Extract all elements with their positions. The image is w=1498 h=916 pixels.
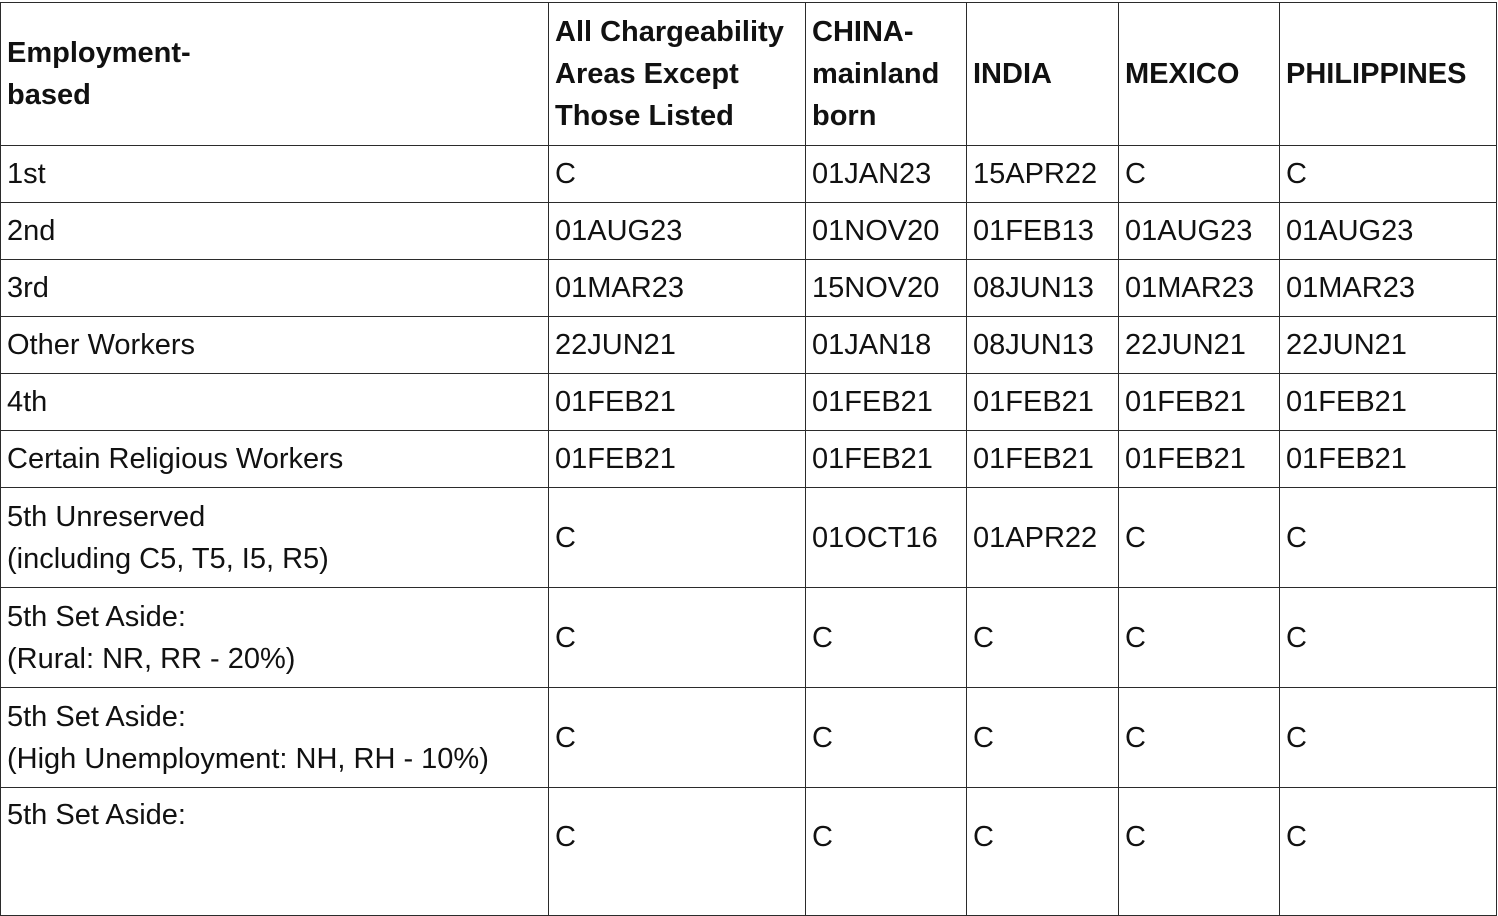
date-cell-philippines: 01MAR23	[1280, 260, 1497, 317]
date-cell-all-chargeability: 01AUG23	[549, 203, 806, 260]
row-category-label: 5th Set Aside:	[7, 799, 186, 831]
date-cell-india: 15APR22	[967, 146, 1119, 203]
date-cell-india: 01APR22	[967, 488, 1119, 588]
date-cell-mexico: C	[1119, 788, 1280, 916]
date-cell-china: C	[806, 688, 967, 788]
date-cell-india: C	[967, 788, 1119, 916]
date-cell-all-chargeability: 22JUN21	[549, 317, 806, 374]
row-category-label: 4th	[7, 386, 48, 418]
date-cell-india: 08JUN13	[967, 317, 1119, 374]
date-cell-mexico: 22JUN21	[1119, 317, 1280, 374]
table-row	[1, 488, 1497, 588]
date-cell-all-chargeability: 01MAR23	[549, 260, 806, 317]
date-cell-india: 01FEB21	[967, 374, 1119, 431]
date-cell-india: C	[967, 588, 1119, 688]
date-cell-philippines: 01FEB21	[1280, 374, 1497, 431]
header-employment-based: Employment- based	[1, 3, 549, 146]
date-cell-china: 01OCT16	[806, 488, 967, 588]
date-cell-philippines: C	[1280, 146, 1497, 203]
row-category-cell	[1, 203, 549, 260]
date-cell-india: 01FEB21	[967, 431, 1119, 488]
row-category-label: 5th Set Aside:	[7, 600, 186, 633]
header-india: INDIA	[967, 3, 1119, 146]
table-body	[1, 146, 1497, 916]
dates-table-container	[0, 2, 1498, 916]
date-cell-mexico: 01MAR23	[1119, 260, 1280, 317]
date-cell-mexico: C	[1119, 488, 1280, 588]
date-cell-philippines: 22JUN21	[1280, 317, 1497, 374]
date-cell-all-chargeability: C	[549, 488, 806, 588]
row-category-label: Certain Religious Workers	[7, 443, 344, 475]
row-category-cell	[1, 431, 549, 488]
date-cell-all-chargeability: C	[549, 588, 806, 688]
date-cell-philippines: C	[1280, 588, 1497, 688]
row-category-cell	[1, 317, 549, 374]
table-row	[1, 688, 1497, 788]
date-cell-mexico: 01FEB21	[1119, 431, 1280, 488]
header-china: CHINA- mainland born	[806, 3, 967, 146]
date-cell-china: C	[806, 788, 967, 916]
date-cell-all-chargeability: C	[549, 688, 806, 788]
table-row	[1, 260, 1497, 317]
row-category-cell	[1, 788, 549, 916]
date-cell-india: 08JUN13	[967, 260, 1119, 317]
header-mexico: MEXICO	[1119, 3, 1280, 146]
date-cell-mexico: 01AUG23	[1119, 203, 1280, 260]
date-cell-india: 01FEB13	[967, 203, 1119, 260]
row-category-label: Other Workers	[7, 329, 196, 361]
row-category-label: (Rural: NR, RR - 20%)	[7, 642, 296, 675]
date-cell-mexico: C	[1119, 588, 1280, 688]
table-row	[1, 431, 1497, 488]
date-cell-china: 15NOV20	[806, 260, 967, 317]
date-cell-china: 01FEB21	[806, 431, 967, 488]
row-category-cell	[1, 374, 549, 431]
date-cell-all-chargeability: C	[549, 788, 806, 916]
date-cell-all-chargeability: 01FEB21	[549, 431, 806, 488]
date-cell-mexico: C	[1119, 146, 1280, 203]
table-row	[1, 146, 1497, 203]
header-all-chargeability: All Chargeability Areas Except Those Listed	[549, 3, 806, 146]
date-cell-china: 01NOV20	[806, 203, 967, 260]
date-cell-philippines: 01FEB21	[1280, 431, 1497, 488]
date-cell-philippines: C	[1280, 688, 1497, 788]
header-philippines: PHILIPPINES	[1280, 3, 1497, 146]
date-cell-philippines: C	[1280, 488, 1497, 588]
row-category-label: 1st	[7, 158, 46, 190]
date-cell-philippines: 01AUG23	[1280, 203, 1497, 260]
table-row	[1, 203, 1497, 260]
row-category-label: (High Unemployment: NH, RH - 10%)	[7, 742, 489, 775]
final-action-dates-table	[0, 2, 1497, 916]
date-cell-china: C	[806, 588, 967, 688]
row-category-label: 2nd	[7, 215, 56, 247]
date-cell-china: 01FEB21	[806, 374, 967, 431]
row-category-cell	[1, 146, 549, 203]
row-category-cell	[1, 688, 549, 788]
table-row	[1, 374, 1497, 431]
date-cell-philippines: C	[1280, 788, 1497, 916]
date-cell-all-chargeability: C	[549, 146, 806, 203]
row-category-cell	[1, 260, 549, 317]
row-category-label: 5th Unreserved	[7, 500, 206, 533]
row-category-label: 5th Set Aside:	[7, 700, 186, 733]
date-cell-india: C	[967, 688, 1119, 788]
row-category-label: 3rd	[7, 272, 49, 304]
row-category-cell	[1, 588, 549, 688]
header-row	[1, 3, 1497, 146]
date-cell-mexico: 01FEB21	[1119, 374, 1280, 431]
table-row	[1, 588, 1497, 688]
date-cell-mexico: C	[1119, 688, 1280, 788]
table-row	[1, 317, 1497, 374]
table-row	[1, 788, 1497, 916]
row-category-cell	[1, 488, 549, 588]
row-category-label: (including C5, T5, I5, R5)	[7, 542, 329, 575]
date-cell-china: 01JAN18	[806, 317, 967, 374]
date-cell-china: 01JAN23	[806, 146, 967, 203]
date-cell-all-chargeability: 01FEB21	[549, 374, 806, 431]
